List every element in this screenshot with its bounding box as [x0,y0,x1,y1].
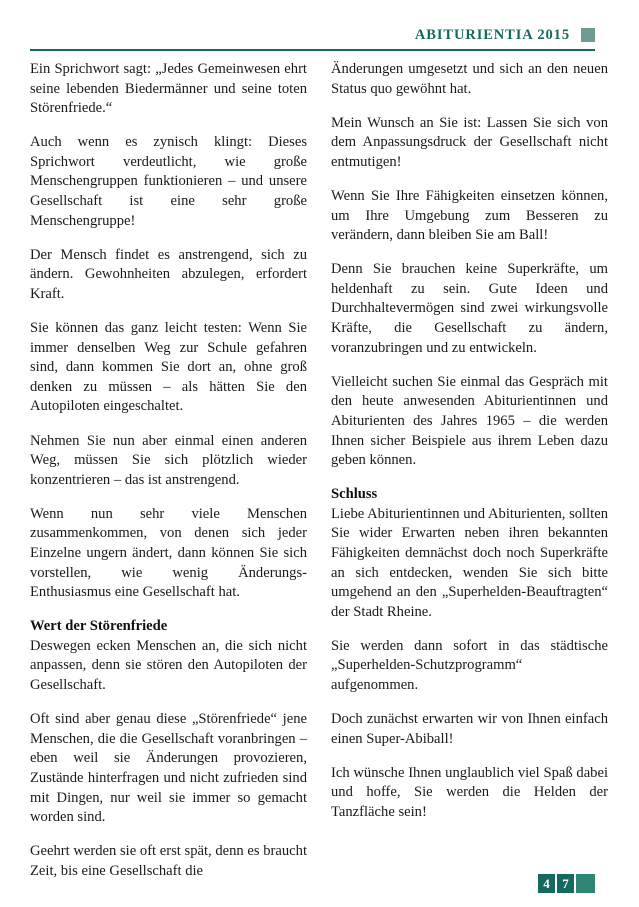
running-head-title: ABITURIENTIA 2015 [414,26,570,43]
body-paragraph: Vielleicht suchen Sie einmal das Gespräch mit den heute anwesenden Abiturientinnen und Abiturienten des Jahres 1965 – die werden Ihnen sicher Beispiele aus ihrem Leben dazu geben können. [331,373,608,469]
folio-digit-2: 7 [557,874,574,893]
body-paragraph: Deswegen ecken Menschen an, die sich nicht anpassen, denn sie stören den Autopiloten der Gesellschaft. [30,637,307,694]
running-head [30,24,595,46]
header-rule [30,49,595,51]
body-paragraph: Mein Wunsch an Sie ist: Lassen Sie sich von dem Anpassungsdruck der Gesellschaft nicht entmutigen! [331,114,608,170]
running-head-square-icon [581,28,595,42]
column-right [331,60,608,860]
folio [538,874,595,893]
body-paragraph: Ein Sprichwort sagt: „Jedes Gemeinwesen ehrt seine lebenden Biedermänner und seine toten Störenfriede.“ [30,61,307,117]
body-paragraph: Liebe Abiturientinnen und Abiturienten, sollten Sie wider Erwarten neben ihren bekannten Fähigkeiten demnächst doch noch Superkräfte an sich entdecken, wenden Sie sich bitte umgehend an den „Superhelden-Beauftragten“ der Stadt Rheine. [331,505,608,620]
body-paragraph: Oft sind aber genau diese „Störenfriede“ jene Menschen, die die Gesellschaft voranbringen – eben weil sie Änderungen provozieren, Zustände hinterfragen und nicht zufrieden sind mit Dingen, nur weil sie immer so gemacht worden sind. [30,711,307,826]
body-paragraph: Auch wenn es zynisch klingt: Dieses Sprichwort verdeutlicht, wie große Menschengruppen funktionieren – und unsere Gesellschaft ist eine sehr große Menschengruppe! [30,134,307,229]
body-paragraph: Der Mensch findet es anstrengend, sich zu ändern. Gewohnheiten abzulegen, erfordert Kraft. [30,246,307,302]
body-paragraph: Nehmen Sie nun aber einmal einen anderen Weg, müssen Sie sich plötzlich wieder konzentrieren – das ist anstrengend. [30,432,307,488]
body-paragraph: Sie können das ganz leicht testen: Wenn Sie immer denselben Weg zur Schule gefahren sind, dann kommen Sie dort an, ohne groß denken zu müssen – als hätten Sie den Autopiloten eingeschaltet. [30,320,307,415]
section-subhead: Schluss [331,486,378,503]
body-paragraph: Denn Sie brauchen keine Superkräfte, um heldenhaft zu sein. Gute Ideen und Durchhaltevermögen sind zwei wirkungsvolle Kräfte, die Gesellschaft zu ändern, voranzubringen und zu entwickeln. [331,261,608,356]
body-paragraph: Wenn nun sehr viele Menschen zusammenkommen, von denen sich jeder Einzelne ungern ändert, dann können Sie sich vorstellen, wie wenig Änderungs-Enthusiasmus eine Gesellschaft hat. [30,505,307,601]
body-paragraph: Geehrt werden sie oft erst spät, denn es braucht Zeit, bis eine Gesellschaft die [30,843,307,879]
section-subhead: Wert der Störenfriede [30,618,168,635]
folio-square-icon [576,874,595,893]
body-paragraph: Wenn Sie Ihre Fähigkeiten einsetzen können, um Ihre Umgebung zum Besseren zu verändern, dann bleiben Sie am Ball! [331,187,608,244]
body-paragraph: Doch zunächst erwarten wir von Ihnen einfach einen Super-Abiball! [331,711,608,747]
column-left [30,60,307,879]
body-paragraph: Sie werden dann sofort in das städtische „Superhelden-Schutzprogramm“ aufgenommen. [331,637,608,694]
body-paragraph: Änderungen umgesetzt und sich an den neuen Status quo gewöhnt hat. [331,61,608,97]
text-columns [30,60,608,879]
body-paragraph: Ich wünsche Ihnen unglaublich viel Spaß dabei und hoffe, Sie werden die Helden der Tanzfläche sein! [331,764,608,820]
folio-digit-1: 4 [538,874,555,893]
